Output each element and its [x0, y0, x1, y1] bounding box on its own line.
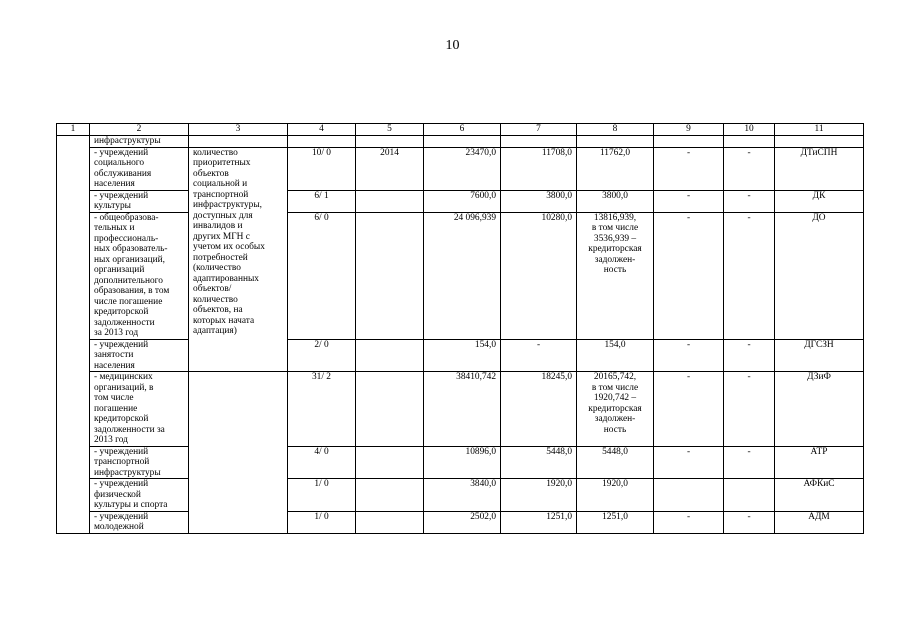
institution-cell: - медицинских организаций, в том числе погашение кредиторской задолженности за 2013 год: [90, 372, 189, 447]
col9-cell: -: [654, 446, 724, 479]
col10-cell: -: [724, 511, 775, 533]
column-header: 10: [724, 124, 775, 136]
institution-cell: инфраструктуры: [90, 136, 189, 148]
institution-cell: - учреждений транспортной инфраструктуры: [90, 446, 189, 479]
col10-cell: -: [724, 190, 775, 212]
federal-cell: -: [501, 339, 577, 372]
indicator-empty-cell: [189, 372, 288, 534]
total-cell: [424, 136, 501, 148]
total-cell: 23470,0: [424, 147, 501, 190]
federal-cell: 5448,0: [501, 446, 577, 479]
objects-cell: 1/ 0: [288, 479, 356, 512]
col9-cell: -: [654, 190, 724, 212]
column-header: 7: [501, 124, 577, 136]
objects-cell: 2/ 0: [288, 339, 356, 372]
col10-cell: -: [724, 372, 775, 447]
column-header: 2: [90, 124, 189, 136]
regional-cell: 20165,742, в том числе 1920,742 – кредиторская задолжен- ность: [577, 372, 654, 447]
total-cell: 7600,0: [424, 190, 501, 212]
regional-cell: 154,0: [577, 339, 654, 372]
col10-cell: -: [724, 212, 775, 339]
federal-cell: 3800,0: [501, 190, 577, 212]
col10-cell: [724, 479, 775, 512]
executor-cell: ДТиСПН: [775, 147, 864, 190]
institution-cell: - учреждений физической культуры и спорта: [90, 479, 189, 512]
year-cell: [356, 339, 424, 372]
col9-cell: -: [654, 339, 724, 372]
objects-cell: 4/ 0: [288, 446, 356, 479]
year-cell: [356, 446, 424, 479]
year-cell: [356, 136, 424, 148]
institution-cell: - учреждений культуры: [90, 190, 189, 212]
executor-cell: [775, 136, 864, 148]
table-row: [57, 339, 864, 372]
executor-cell: АДМ: [775, 511, 864, 533]
table-row: [57, 372, 864, 447]
col10-cell: -: [724, 446, 775, 479]
col9-cell: -: [654, 372, 724, 447]
program-table: [56, 123, 864, 534]
objects-cell: 6/ 1: [288, 190, 356, 212]
year-cell: [356, 212, 424, 339]
year-cell: [356, 372, 424, 447]
table-row: [57, 212, 864, 339]
col10-cell: [724, 136, 775, 148]
regional-cell: 11762,0: [577, 147, 654, 190]
institution-cell: - учреждений социального обслуживания населения: [90, 147, 189, 190]
table-row: [57, 446, 864, 479]
federal-cell: 18245,0: [501, 372, 577, 447]
col9-cell: -: [654, 511, 724, 533]
indicator-cell: количество приоритетных объектов социальной и транспортной инфраструктуры, доступных для инвалидов и других МГН с учетом их особых потребностей (количество адаптированных объектов/ количество объектов, на которых начата адаптация): [189, 147, 288, 372]
total-cell: 3840,0: [424, 479, 501, 512]
column-header: 9: [654, 124, 724, 136]
column-header: 8: [577, 124, 654, 136]
regional-cell: 1251,0: [577, 511, 654, 533]
col9-cell: -: [654, 147, 724, 190]
col10-cell: -: [724, 339, 775, 372]
total-cell: 154,0: [424, 339, 501, 372]
federal-cell: 1920,0: [501, 479, 577, 512]
regional-cell: 5448,0: [577, 446, 654, 479]
objects-cell: 31/ 2: [288, 372, 356, 447]
federal-cell: 11708,0: [501, 147, 577, 190]
executor-cell: ДЗиФ: [775, 372, 864, 447]
page-number: 10: [445, 38, 460, 53]
executor-cell: ДК: [775, 190, 864, 212]
regional-cell: [577, 136, 654, 148]
objects-cell: 10/ 0: [288, 147, 356, 190]
column-header: 3: [189, 124, 288, 136]
total-cell: 24 096,939: [424, 212, 501, 339]
objects-cell: 1/ 0: [288, 511, 356, 533]
table-row: [57, 511, 864, 533]
row-number-cell: [57, 136, 90, 534]
year-cell: 2014: [356, 147, 424, 190]
objects-cell: 6/ 0: [288, 212, 356, 339]
column-header: 1: [57, 124, 90, 136]
regional-cell: 13816,939, в том числе 3536,939 – кредиторская задолжен- ность: [577, 212, 654, 339]
year-cell: [356, 479, 424, 512]
executor-cell: ДГСЗН: [775, 339, 864, 372]
table-row: [57, 147, 864, 190]
federal-cell: [501, 136, 577, 148]
federal-cell: 1251,0: [501, 511, 577, 533]
table-row: [57, 136, 864, 148]
year-cell: [356, 190, 424, 212]
regional-cell: 3800,0: [577, 190, 654, 212]
col10-cell: -: [724, 147, 775, 190]
objects-cell: [288, 136, 356, 148]
col9-cell: [654, 136, 724, 148]
executor-cell: АФКиС: [775, 479, 864, 512]
table-row: [57, 190, 864, 212]
executor-cell: ДО: [775, 212, 864, 339]
col9-cell: -: [654, 212, 724, 339]
column-header: 6: [424, 124, 501, 136]
table-row: [57, 479, 864, 512]
year-cell: [356, 511, 424, 533]
col9-cell: [654, 479, 724, 512]
federal-cell: 10280,0: [501, 212, 577, 339]
executor-cell: АТР: [775, 446, 864, 479]
total-cell: 38410,742: [424, 372, 501, 447]
column-number-row: [57, 124, 864, 136]
total-cell: 10896,0: [424, 446, 501, 479]
column-header: 11: [775, 124, 864, 136]
regional-cell: 1920,0: [577, 479, 654, 512]
total-cell: 2502,0: [424, 511, 501, 533]
column-header: 5: [356, 124, 424, 136]
institution-cell: - общеобразова- тельных и профессиональ- ных образователь- ных организаций, организаций дополнительного образования, в том числе погашение кредиторской задолженности за 2013 год: [90, 212, 189, 339]
indicator-top-cell: [189, 136, 288, 148]
column-header: 4: [288, 124, 356, 136]
institution-cell: - учреждений молодежной: [90, 511, 189, 533]
institution-cell: - учреждений занятости населения: [90, 339, 189, 372]
